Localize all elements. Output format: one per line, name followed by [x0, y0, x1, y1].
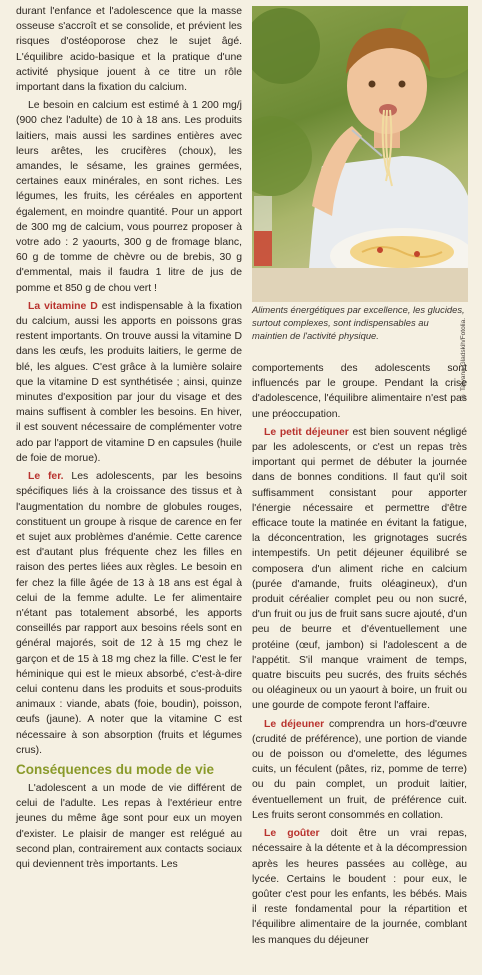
paragraph-iron — [16, 469, 242, 758]
snack-text: doit être un vrai repas, nécessaire à la détente et à la décompression après les heures passées au collège, au lycée. Certains le boudent : pour eux, le goûter c'est pour les enfants, les bébés. Mais il reste fondamental pour la répartition et l'équilibre alimentaire de la journée, comblant les manques du déjeuner — [252, 828, 467, 946]
paragraph-vitamin-d — [16, 299, 242, 466]
paragraph-lifestyle: L'adolescent a un mode de vie différent de celui de l'adulte. Les repas à l'extérieur entre jeunes du même âge sont pour eux un moyen d'exister. Le plaisir de manger est relégué au second plan, contrairement aux contacts sociaux qui deviennent très importants. Les — [16, 782, 242, 870]
left-column — [16, 4, 242, 875]
breakfast-text: est bien souvent négligé par les adolescents, or c'est un repas très important qui permet de débuter la journée dans de bonnes conditions. Il faut qu'il soit suffisamment consistant pour apporter l'énergie nécessaire et permettre d'être efficace toute la matinée en évitant la fatigue, la déconcentration, les grignotages sucrés intempestifs. Un petit déjeuner équilibré se composera d'un aliment riche en calcium (purée d'amande, fruits oléagineux), d'un produit céréalier complet peu ou non sucré, d'un fruit ou jus de fruit sans sucre ajouté, d'un peu de beurre et d'éventuellement une protéine (œuf, jambon) si l'adolescent a de l'appétit. S'il manque vraiment de temps, quatre biscuits peu sucrés, des fruits séchés ou oléagineux ou un yaourt à boire, un fruit ou une gourde de compote feront l'affaire. — [252, 426, 467, 712]
paragraph-bone-mass: durant l'enfance et l'adolescence que la masse osseuse s'accroît et se consolide, et prévient les risques d'ostéoporose chez le sujet âgé. L'équilibre acido-basique et la pratique d'une activité physique jouent à ce titre un rôle important dans la fixation du calcium. — [16, 6, 242, 94]
section-title-lifestyle: Conséquences du mode de vie — [16, 761, 215, 777]
photo-credit: © Tatyana Gladskih/Fotolia. — [460, 318, 467, 400]
paragraph-lunch — [252, 717, 467, 823]
vitamin-d-heading: La vitamine D — [28, 300, 98, 312]
breakfast-heading: Le petit déjeuner — [264, 426, 349, 438]
iron-heading: Le fer. — [28, 471, 64, 483]
paragraph-group-influence: comportements des adolescents sont influencés par le groupe. Pendant la crise d'adolescence, l'équilibre alimentaire n'est pas une préoccupation. — [252, 363, 467, 420]
snack-heading: Le goûter — [264, 828, 320, 840]
paragraph-snack — [252, 826, 467, 948]
photo-caption: Aliments énergétiques par excellence, les glucides, surtout complexes, sont indispensables au maintien de l'activité physique. — [252, 304, 465, 341]
boy-eating-spaghetti-photo — [252, 6, 468, 302]
paragraph-calcium-needs: Le besoin en calcium est estimé à 1 200 mg/j (900 chez l'adulte) de 10 à 18 ans. Les produits laitiers, mais aussi les sardines entières avec leurs arêtes, les crucifères (choux), les amandes, le sésame, les graines germées, certaines eaux minérales, en sont riches. Les légumes, les fruits, les céréales en apportent également, en moindre quantité. Pour un apport de 300 mg de calcium, vous pourrez proposer à votre ado : 2 yaourts, 300 g de fromage blanc, 60 g de tomme de chèvre ou de brebis, 30 g d'emmental, mais il faudra 1 litre de jus de pomme et 850 g de chou vert ! — [16, 100, 242, 294]
photo-illustration — [252, 6, 468, 302]
lunch-heading: Le déjeuner — [264, 718, 325, 730]
right-column — [252, 361, 467, 951]
paragraph-breakfast — [252, 425, 467, 714]
lunch-text: comprendra un hors-d'œuvre (crudité de préférence), une portion de viande ou de poisson ou d'omelette, des légumes cuits, un féculent (pâtes, riz, pomme de terre) ou du pain complet, un produit laitier, éventuellement un fruit, de préférence cuit. Les fruits seront consommés en collation. — [252, 718, 467, 821]
vitamin-d-text: est indispensable à la fixation du calcium, aussi les apports en poissons gras restent importants. On trouve aussi la vitamine D dans les œufs, les produits laitiers, le germe de blé, les algues. C'est grâce à la lumière solaire que la vitamine D est synthétisée ; ainsi, quinze minutes d'exposition par jour du visage et des mains suffisent à combler les besoins. En hiver, il est souvent nécessaire de complémenter votre ado par l'apport de vitamine D en capsules (huile de foie de morue). — [16, 300, 242, 464]
iron-text: Les adolescents, par les besoins spécifiques liés à la croissance des tissus et à l'augmentation du nombre de globules rouges, constituent un groupe à risque de carence en fer et sujet aux problèmes d'anémie. Cette carence est d'autant plus fréquente chez les filles en raison des pertes liées aux règles. Le besoin en fer chez la fille âgée de 13 à 18 ans est égal à celui de la femme adulte. Le fer alimentaire n'étant pas totalement absorbé, les apports conseillés par rapport aux besoins réels sont en général majorés, soit de 12 à 15 mg chez le garçon et de 15 à 18 mg chez la fille. C'est le fer héminique qui est le mieux absorbé, c'est-à-dire celui contenu dans les produits et sous-produits animaux : viande, abats (foie, boudin), poisson, œufs (jaune). A noter que la vitamine C est nécessaire à son absorption (fruits et légumes crus). — [16, 471, 242, 756]
